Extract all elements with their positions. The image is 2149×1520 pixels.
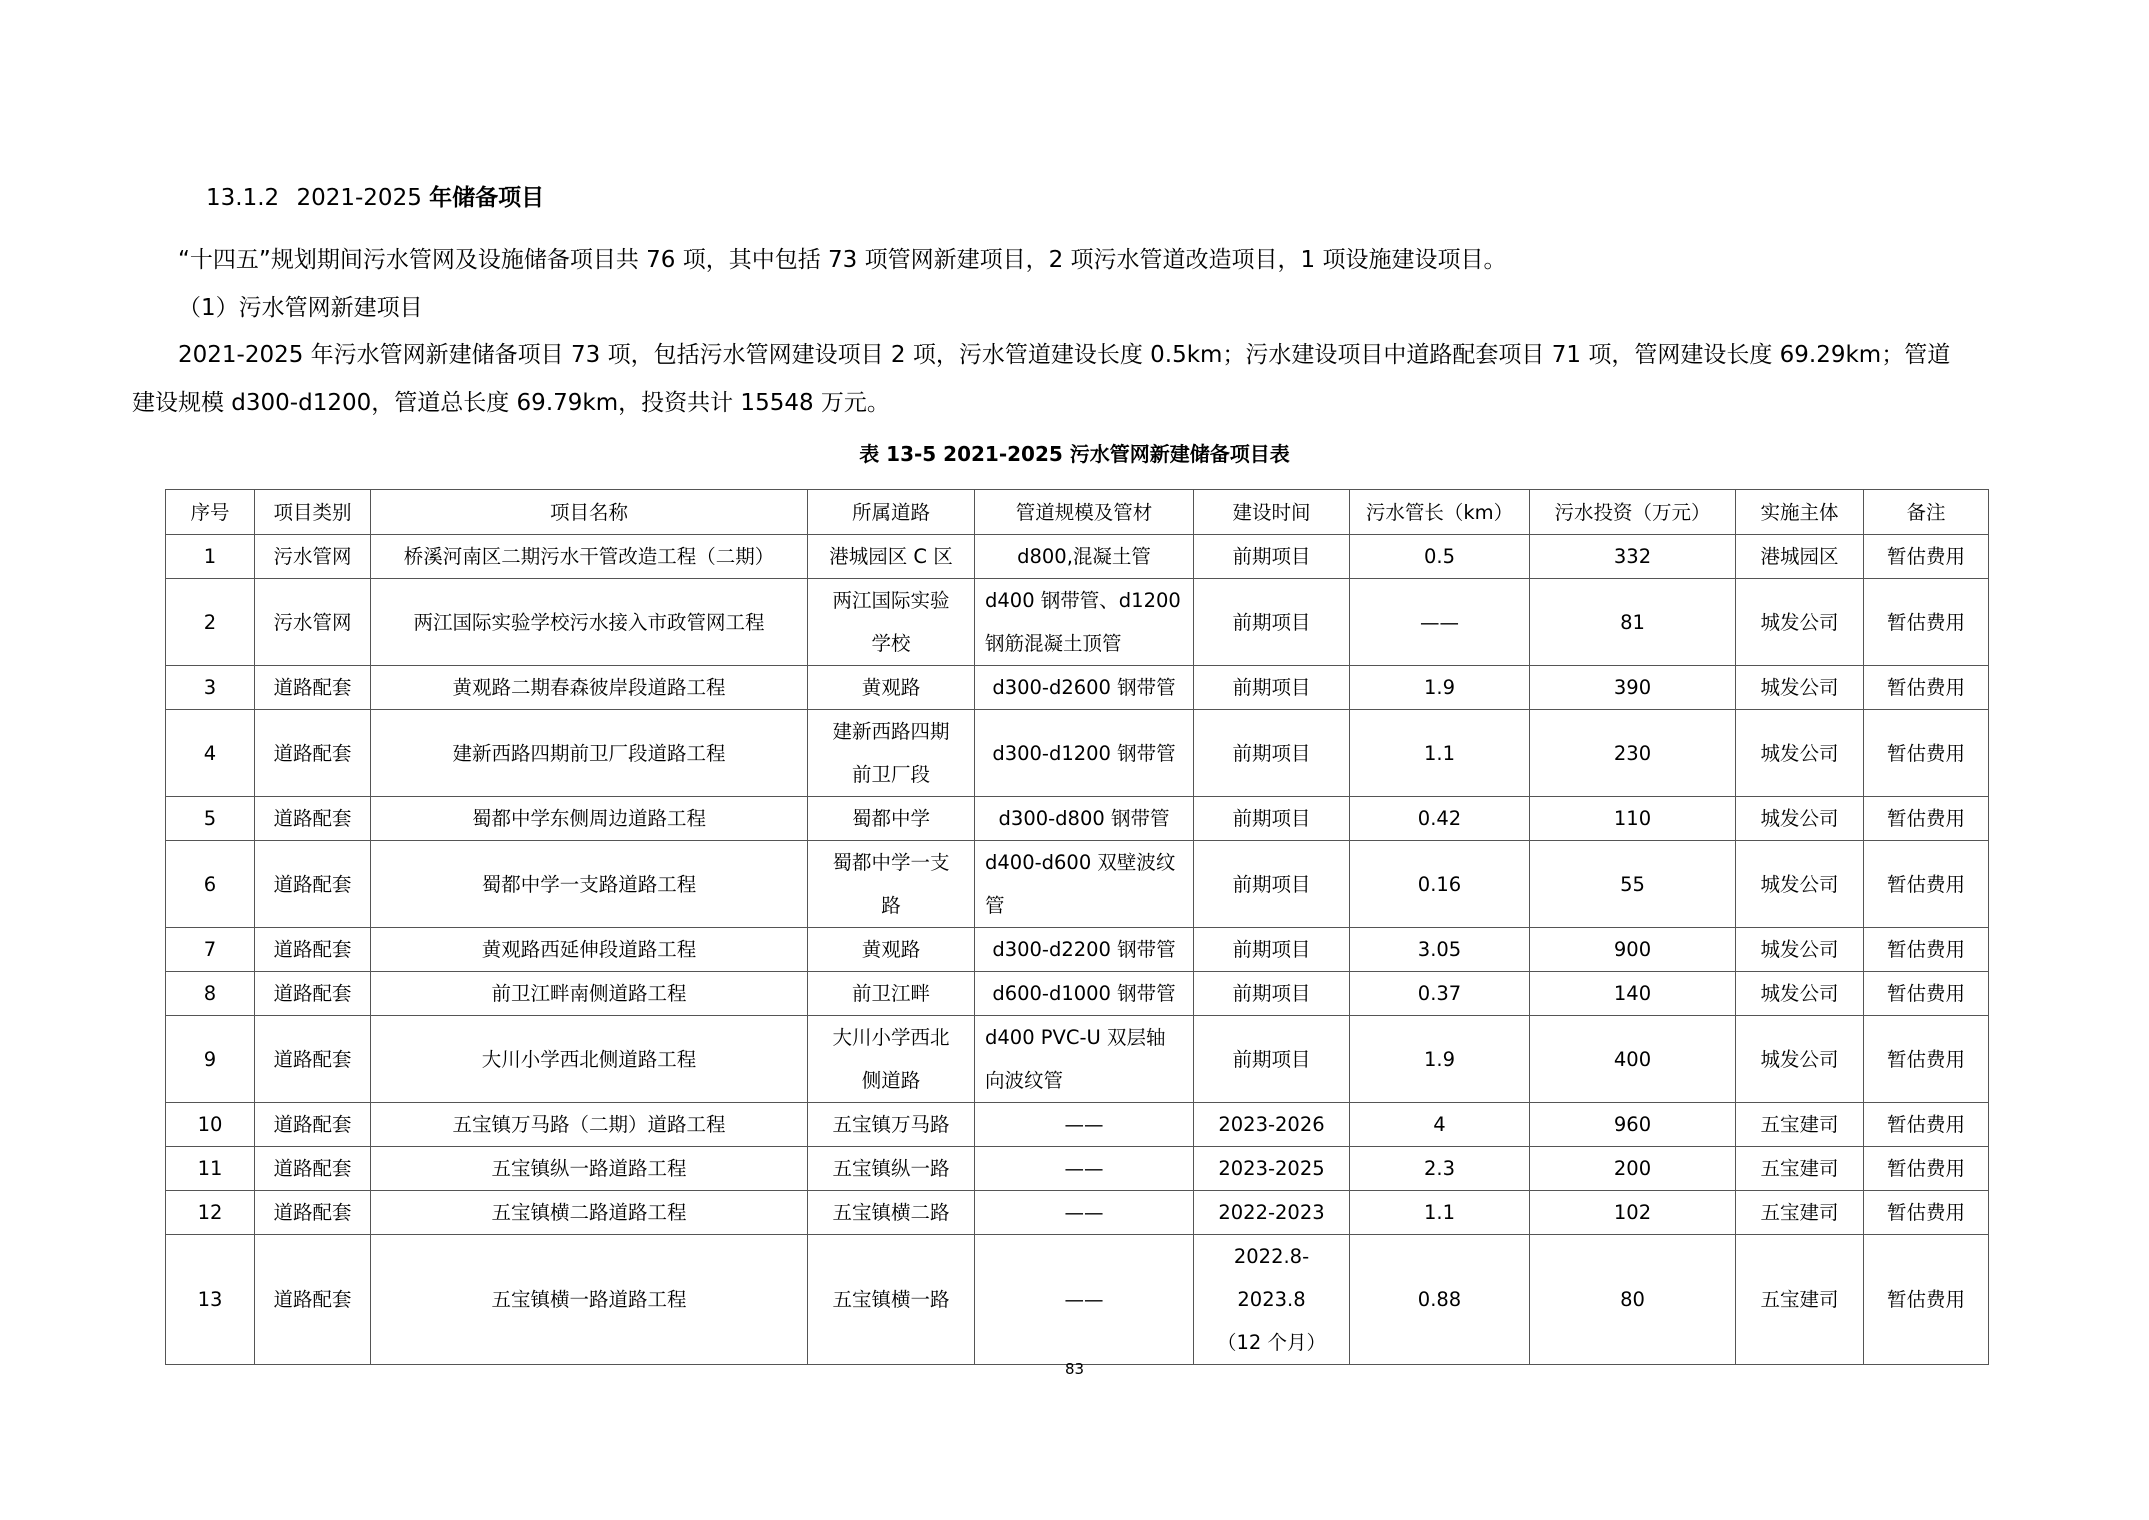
cell-pipe-spec xyxy=(975,579,1194,666)
cell-category: 道路配套 xyxy=(255,1191,371,1235)
column-header: 项目类别 xyxy=(255,490,371,535)
table-row xyxy=(166,579,1989,666)
table-row xyxy=(166,1103,1989,1147)
cell-build-time xyxy=(1194,1103,1350,1147)
cell-note: 暂估费用 xyxy=(1864,841,1989,928)
cell-road-line: 侧道路 xyxy=(861,1069,921,1092)
column-header: 管道规模及管材 xyxy=(975,490,1194,535)
cell-build-time xyxy=(1194,1016,1350,1103)
cell-pipe-length: 1.1 xyxy=(1350,710,1530,797)
cell-road xyxy=(808,1191,975,1235)
cell-project-name: 大川小学西北侧道路工程 xyxy=(371,1016,808,1103)
cell-category: 污水管网 xyxy=(255,535,371,579)
table-header-row xyxy=(166,490,1989,535)
table-row xyxy=(166,1016,1989,1103)
column-header: 序号 xyxy=(166,490,255,535)
table-row xyxy=(166,666,1989,710)
cell-number: 8 xyxy=(166,972,255,1016)
cell-road-line: 建新西路四期 xyxy=(832,720,950,743)
cell-pipe-spec-line: d400-d600 双壁波纹 xyxy=(985,851,1176,874)
cell-build-time-line: 前期项目 xyxy=(1232,545,1311,568)
cell-entity: 五宝建司 xyxy=(1736,1147,1864,1191)
cell-category: 道路配套 xyxy=(255,797,371,841)
cell-category: 污水管网 xyxy=(255,579,371,666)
paragraph-summary: “十四五”规划期间污水管网及设施储备项目共 76 项，其中包括 73 项管网新建项目，2 项污水管道改造项目，1 项设施建设项目。 xyxy=(178,247,1507,273)
cell-number: 6 xyxy=(166,841,255,928)
cell-number: 11 xyxy=(166,1147,255,1191)
cell-number: 2 xyxy=(166,579,255,666)
table-row xyxy=(166,841,1989,928)
cell-road xyxy=(808,666,975,710)
paragraph-detail-line-1: 2021-2025 年污水管网新建储备项目 73 项，包括污水管网建设项目 2 项，污水管道建设长度 0.5km；污水建设项目中道路配套项目 71 项，管网建设长度 69.29km；管道 xyxy=(178,342,1951,368)
cell-pipe-spec-line: —— xyxy=(1064,1201,1104,1224)
table-row xyxy=(166,1147,1989,1191)
cell-note: 暂估费用 xyxy=(1864,535,1989,579)
cell-road xyxy=(808,841,975,928)
cell-pipe-length: —— xyxy=(1350,579,1530,666)
cell-build-time xyxy=(1194,797,1350,841)
cell-build-time-line: 2022-2023 xyxy=(1218,1201,1325,1224)
cell-pipe-length: 0.37 xyxy=(1350,972,1530,1016)
cell-road-line: 蜀都中学一支 xyxy=(832,851,950,874)
cell-number: 13 xyxy=(166,1235,255,1365)
cell-investment: 102 xyxy=(1530,1191,1736,1235)
cell-pipe-spec-line: d300-d800 钢带管 xyxy=(998,807,1170,830)
cell-note: 暂估费用 xyxy=(1864,710,1989,797)
cell-build-time-line: 前期项目 xyxy=(1232,741,1311,765)
cell-number: 5 xyxy=(166,797,255,841)
cell-project-name: 五宝镇万马路（二期）道路工程 xyxy=(371,1103,808,1147)
cell-road-line: 五宝镇横一路 xyxy=(832,1288,950,1311)
project-table xyxy=(165,489,1989,1365)
cell-category: 道路配套 xyxy=(255,666,371,710)
cell-road xyxy=(808,579,975,666)
table-row xyxy=(166,1191,1989,1235)
cell-pipe-length: 2.3 xyxy=(1350,1147,1530,1191)
cell-build-time-line: 前期项目 xyxy=(1232,676,1311,699)
cell-category: 道路配套 xyxy=(255,1147,371,1191)
cell-build-time xyxy=(1194,666,1350,710)
cell-project-name: 五宝镇横二路道路工程 xyxy=(371,1191,808,1235)
cell-project-name: 前卫江畔南侧道路工程 xyxy=(371,972,808,1016)
cell-build-time xyxy=(1194,928,1350,972)
cell-pipe-spec-line: 钢筋混凝土顶管 xyxy=(985,632,1122,655)
cell-build-time xyxy=(1194,535,1350,579)
cell-project-name: 两江国际实验学校污水接入市政管网工程 xyxy=(371,579,808,666)
cell-investment: 900 xyxy=(1530,928,1736,972)
cell-number: 9 xyxy=(166,1016,255,1103)
cell-road-line: 黄观路 xyxy=(861,938,921,961)
cell-investment: 200 xyxy=(1530,1147,1736,1191)
cell-category: 道路配套 xyxy=(255,1235,371,1365)
cell-pipe-spec xyxy=(975,1103,1194,1147)
cell-entity: 五宝建司 xyxy=(1736,1103,1864,1147)
cell-road xyxy=(808,535,975,579)
cell-pipe-spec-line: d600-d1000 钢带管 xyxy=(992,982,1176,1005)
cell-build-time xyxy=(1194,1191,1350,1235)
cell-number: 10 xyxy=(166,1103,255,1147)
cell-investment: 960 xyxy=(1530,1103,1736,1147)
cell-investment: 400 xyxy=(1530,1016,1736,1103)
cell-category: 道路配套 xyxy=(255,928,371,972)
cell-pipe-spec-line: 管 xyxy=(985,894,1005,917)
cell-road-line: 前卫江畔 xyxy=(851,982,930,1005)
cell-pipe-spec-line: —— xyxy=(1064,1288,1104,1311)
section-heading xyxy=(206,181,544,215)
cell-category: 道路配套 xyxy=(255,710,371,797)
column-header: 备注 xyxy=(1864,490,1989,535)
cell-pipe-spec-line: d800,混凝土管 xyxy=(1017,545,1151,568)
cell-entity: 城发公司 xyxy=(1736,841,1864,928)
cell-build-time xyxy=(1194,579,1350,666)
cell-project-name: 黄观路西延伸段道路工程 xyxy=(371,928,808,972)
table-row xyxy=(166,535,1989,579)
cell-road xyxy=(808,1235,975,1365)
cell-build-time-line: 2023-2026 xyxy=(1218,1113,1325,1136)
cell-pipe-spec xyxy=(975,797,1194,841)
cell-number: 4 xyxy=(166,710,255,797)
cell-entity: 港城园区 xyxy=(1736,535,1864,579)
cell-road-line: 学校 xyxy=(871,632,911,655)
cell-build-time-line: 2022.8-2023.8 xyxy=(1233,1245,1310,1311)
section-title-prefix: 2021-2025 xyxy=(296,185,422,211)
cell-road-line: 黄观路 xyxy=(861,676,921,699)
cell-road-line: 路 xyxy=(881,894,901,917)
cell-entity: 城发公司 xyxy=(1736,1016,1864,1103)
cell-note: 暂估费用 xyxy=(1864,928,1989,972)
cell-note: 暂估费用 xyxy=(1864,579,1989,666)
cell-pipe-length: 3.05 xyxy=(1350,928,1530,972)
cell-pipe-length: 4 xyxy=(1350,1103,1530,1147)
cell-road xyxy=(808,710,975,797)
cell-category: 道路配套 xyxy=(255,1103,371,1147)
cell-build-time-line: 前期项目 xyxy=(1232,1047,1311,1071)
cell-road-line: 大川小学西北 xyxy=(832,1026,950,1049)
cell-pipe-length: 0.16 xyxy=(1350,841,1530,928)
table-caption: 表 13-5 2021-2025 污水管网新建储备项目表 xyxy=(859,442,1290,466)
cell-road-line: 五宝镇横二路 xyxy=(832,1201,950,1224)
cell-project-name: 建新西路四期前卫厂段道路工程 xyxy=(371,710,808,797)
cell-pipe-spec xyxy=(975,1235,1194,1365)
cell-project-name: 蜀都中学东侧周边道路工程 xyxy=(371,797,808,841)
table-row xyxy=(166,928,1989,972)
cell-pipe-spec-line: d400 PVC-U 双层轴 xyxy=(985,1026,1166,1049)
cell-investment: 55 xyxy=(1530,841,1736,928)
cell-pipe-length: 0.88 xyxy=(1350,1235,1530,1365)
cell-pipe-spec-line: d400 钢带管、d1200 xyxy=(985,589,1181,612)
table-row xyxy=(166,972,1989,1016)
cell-road-line: 两江国际实验 xyxy=(832,589,950,612)
cell-road-line: 港城园区 C 区 xyxy=(829,545,953,568)
cell-pipe-spec xyxy=(975,972,1194,1016)
cell-road xyxy=(808,1016,975,1103)
cell-note: 暂估费用 xyxy=(1864,797,1989,841)
cell-investment: 230 xyxy=(1530,710,1736,797)
cell-road xyxy=(808,1103,975,1147)
cell-road-line: 五宝镇纵一路 xyxy=(832,1157,950,1180)
cell-entity: 五宝建司 xyxy=(1736,1191,1864,1235)
cell-pipe-length: 0.42 xyxy=(1350,797,1530,841)
cell-road-line: 五宝镇万马路 xyxy=(832,1113,950,1136)
table-row xyxy=(166,710,1989,797)
cell-investment: 81 xyxy=(1530,579,1736,666)
cell-pipe-spec-line: d300-d2200 钢带管 xyxy=(992,938,1176,961)
cell-investment: 110 xyxy=(1530,797,1736,841)
cell-build-time-line: 前期项目 xyxy=(1232,938,1311,961)
cell-road-line: 蜀都中学 xyxy=(851,807,930,830)
cell-note: 暂估费用 xyxy=(1864,1103,1989,1147)
cell-note: 暂估费用 xyxy=(1864,1147,1989,1191)
cell-investment: 332 xyxy=(1530,535,1736,579)
column-header: 污水管长（km） xyxy=(1350,490,1530,535)
cell-road-line: 前卫厂段 xyxy=(851,763,930,786)
section-number: 13.1.2 xyxy=(206,185,280,211)
cell-project-name: 五宝镇横一路道路工程 xyxy=(371,1235,808,1365)
column-header: 建设时间 xyxy=(1194,490,1350,535)
cell-road xyxy=(808,1147,975,1191)
cell-investment: 140 xyxy=(1530,972,1736,1016)
cell-entity: 五宝建司 xyxy=(1736,1235,1864,1365)
cell-road xyxy=(808,972,975,1016)
cell-pipe-spec xyxy=(975,1147,1194,1191)
cell-number: 3 xyxy=(166,666,255,710)
cell-pipe-spec xyxy=(975,841,1194,928)
cell-number: 12 xyxy=(166,1191,255,1235)
cell-pipe-length: 0.5 xyxy=(1350,535,1530,579)
cell-pipe-spec xyxy=(975,928,1194,972)
subsection-heading: （1）污水管网新建项目 xyxy=(178,295,423,321)
cell-investment: 390 xyxy=(1530,666,1736,710)
cell-note: 暂估费用 xyxy=(1864,972,1989,1016)
cell-project-name: 五宝镇纵一路道路工程 xyxy=(371,1147,808,1191)
cell-pipe-spec xyxy=(975,666,1194,710)
cell-note: 暂估费用 xyxy=(1864,666,1989,710)
cell-build-time xyxy=(1194,841,1350,928)
section-title: 年储备项目 xyxy=(429,185,545,211)
cell-build-time-line: 2023-2025 xyxy=(1218,1157,1325,1180)
cell-build-time-line: 前期项目 xyxy=(1232,872,1311,896)
table-row xyxy=(166,797,1989,841)
cell-number: 7 xyxy=(166,928,255,972)
cell-investment: 80 xyxy=(1530,1235,1736,1365)
cell-pipe-spec xyxy=(975,535,1194,579)
cell-road xyxy=(808,928,975,972)
cell-pipe-spec xyxy=(975,1191,1194,1235)
column-header: 污水投资（万元） xyxy=(1530,490,1736,535)
cell-note: 暂估费用 xyxy=(1864,1016,1989,1103)
column-header: 实施主体 xyxy=(1736,490,1864,535)
cell-number: 1 xyxy=(166,535,255,579)
cell-pipe-spec xyxy=(975,710,1194,797)
cell-pipe-spec-line: d300-d1200 钢带管 xyxy=(992,741,1176,765)
cell-note: 暂估费用 xyxy=(1864,1191,1989,1235)
cell-category: 道路配套 xyxy=(255,841,371,928)
cell-build-time-line: （12 个月） xyxy=(1216,1331,1326,1354)
cell-pipe-spec-line: d300-d2600 钢带管 xyxy=(992,676,1176,699)
cell-category: 道路配套 xyxy=(255,972,371,1016)
cell-build-time xyxy=(1194,1235,1350,1365)
cell-entity: 城发公司 xyxy=(1736,710,1864,797)
cell-pipe-spec xyxy=(975,1016,1194,1103)
cell-pipe-length: 1.9 xyxy=(1350,666,1530,710)
cell-entity: 城发公司 xyxy=(1736,579,1864,666)
cell-entity: 城发公司 xyxy=(1736,972,1864,1016)
cell-entity: 城发公司 xyxy=(1736,666,1864,710)
cell-pipe-spec-line: —— xyxy=(1064,1157,1104,1180)
cell-project-name: 桥溪河南区二期污水干管改造工程（二期） xyxy=(371,535,808,579)
column-header: 所属道路 xyxy=(808,490,975,535)
cell-entity: 城发公司 xyxy=(1736,928,1864,972)
paragraph-detail-line-2: 建设规模 d300-d1200，管道总长度 69.79km，投资共计 15548 万元。 xyxy=(132,390,890,416)
cell-category: 道路配套 xyxy=(255,1016,371,1103)
cell-build-time xyxy=(1194,1147,1350,1191)
page-number: 83 xyxy=(1064,1360,1085,1378)
cell-pipe-spec-line: —— xyxy=(1064,1113,1104,1136)
cell-project-name: 黄观路二期春森彼岸段道路工程 xyxy=(371,666,808,710)
cell-road xyxy=(808,797,975,841)
cell-build-time-line: 前期项目 xyxy=(1232,807,1311,830)
cell-note: 暂估费用 xyxy=(1864,1235,1989,1365)
cell-build-time xyxy=(1194,972,1350,1016)
cell-build-time-line: 前期项目 xyxy=(1232,610,1311,634)
cell-build-time-line: 前期项目 xyxy=(1232,982,1311,1005)
cell-entity: 城发公司 xyxy=(1736,797,1864,841)
table-row xyxy=(166,1235,1989,1365)
cell-project-name: 蜀都中学一支路道路工程 xyxy=(371,841,808,928)
cell-build-time xyxy=(1194,710,1350,797)
cell-pipe-length: 1.1 xyxy=(1350,1191,1530,1235)
cell-pipe-length: 1.9 xyxy=(1350,1016,1530,1103)
column-header: 项目名称 xyxy=(371,490,808,535)
cell-pipe-spec-line: 向波纹管 xyxy=(985,1069,1064,1092)
